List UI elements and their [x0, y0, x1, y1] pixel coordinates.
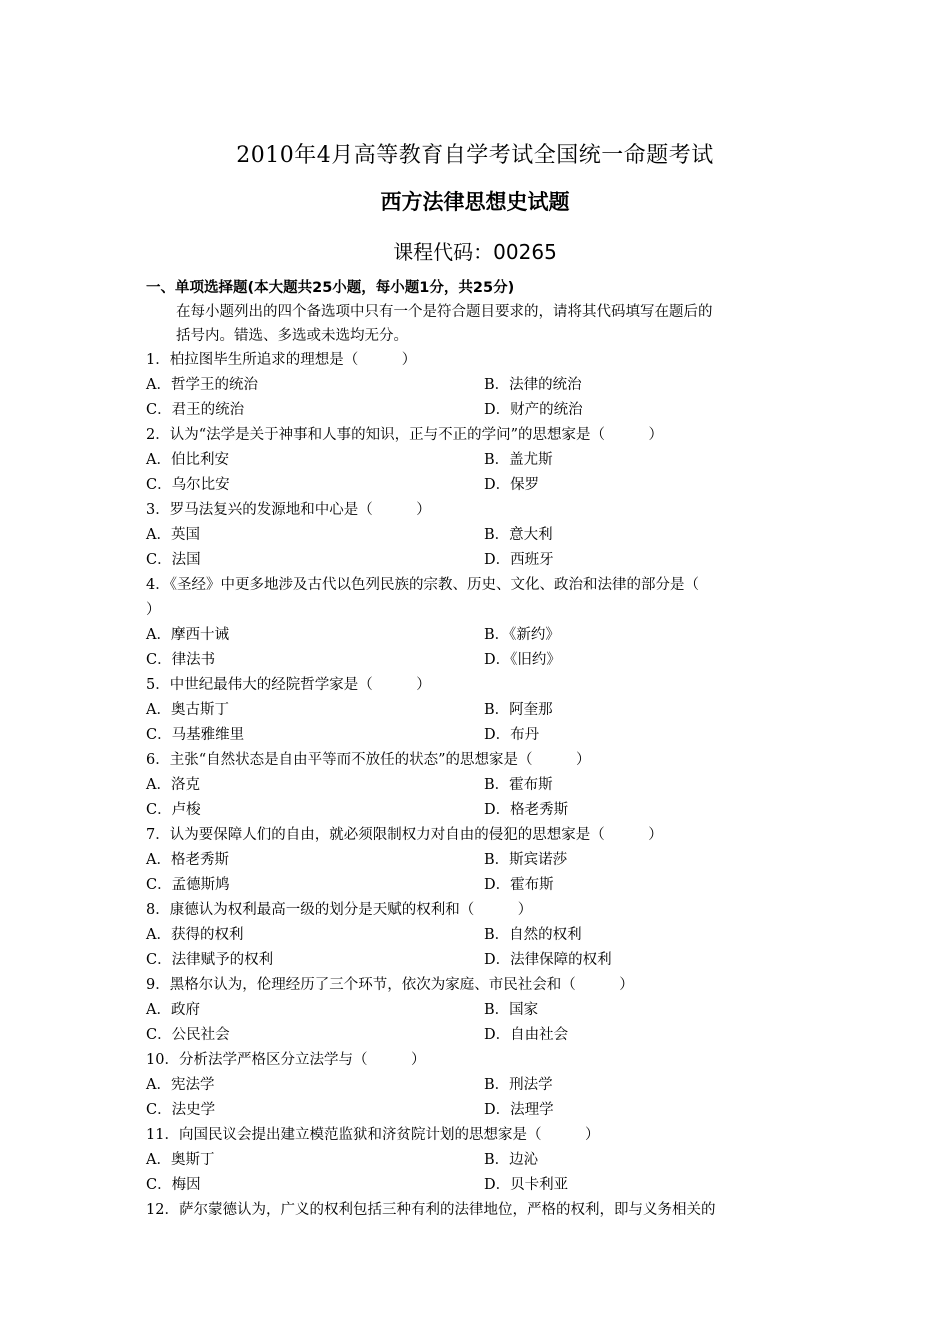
option-b: B．霍布斯: [484, 777, 553, 793]
section-instruction-1: 在每小题列出的四个备选项中只有一个是符合题目要求的，请将其代码填写在题后的: [176, 304, 713, 320]
option-c: C．法律赋予的权利: [146, 952, 274, 968]
section-heading: 一、单项选择题(本大题共25小题，每小题1分，共25分): [146, 280, 515, 296]
option-a: A．奥古斯丁: [146, 702, 229, 718]
option-c: C．卢梭: [146, 802, 201, 818]
option-a: A．获得的权利: [146, 927, 244, 943]
question-7: 7．认为要保障人们的自由，就必须限制权力对自由的侵犯的思想家是（ ）: [146, 827, 663, 843]
question-3: 3．罗马法复兴的发源地和中心是（ ）: [146, 502, 431, 518]
options-row: [146, 1098, 826, 1123]
option-a: A．英国: [146, 527, 200, 543]
option-d: D．格老秀斯: [484, 802, 569, 818]
question-list: [146, 348, 826, 1223]
option-c: C．律法书: [146, 652, 216, 668]
options-row: [146, 1173, 826, 1198]
options-row: [146, 998, 826, 1023]
option-c: C．乌尔比安: [146, 477, 230, 493]
option-d: D．法理学: [484, 1102, 554, 1118]
option-c: C．梅因: [146, 1177, 201, 1193]
options-row: [146, 723, 826, 748]
exam-title: 2010年4月高等教育自学考试全国统一命题考试: [236, 143, 714, 168]
question-10: 10．分析法学严格区分立法学与（ ）: [146, 1052, 426, 1068]
question-4: 4．《圣经》中更多地涉及古代以色列民族的宗教、历史、文化、政治和法律的部分是（: [146, 577, 699, 593]
course-code: 课程代码：00265: [393, 240, 557, 264]
option-b: B．国家: [484, 1002, 539, 1018]
option-a: A．哲学王的统治: [146, 377, 258, 393]
option-b: B．阿奎那: [484, 702, 553, 718]
option-b: B．斯宾诺莎: [484, 852, 568, 868]
options-row: [146, 448, 826, 473]
option-b: B．自然的权利: [484, 927, 582, 943]
option-d: D．自由社会: [484, 1027, 569, 1043]
options-row: [146, 623, 826, 648]
options-row: [146, 798, 826, 823]
option-b: B．法律的统治: [484, 377, 582, 393]
question-4-continuation: ）: [146, 602, 161, 618]
options-row: [146, 373, 826, 398]
section-instruction-2: 括号内。错选、多选或未选均无分。: [176, 328, 408, 344]
option-c: C．马基雅维里: [146, 727, 245, 743]
options-row: [146, 548, 826, 573]
option-c: C．君王的统治: [146, 402, 245, 418]
options-row: [146, 1148, 826, 1173]
option-b: B．边沁: [484, 1152, 539, 1168]
option-b: B．盖尤斯: [484, 452, 553, 468]
option-a: A．摩西十诫: [146, 627, 229, 643]
option-b: B．意大利: [484, 527, 553, 543]
option-a: A．政府: [146, 1002, 200, 1018]
options-row: [146, 1023, 826, 1048]
section-header: [146, 276, 826, 348]
option-c: C．法史学: [146, 1102, 216, 1118]
option-d: D．财产的统治: [484, 402, 583, 418]
option-d: D．布丹: [484, 727, 540, 743]
options-row: [146, 523, 826, 548]
option-a: A．洛克: [146, 777, 200, 793]
question-9: 9．黑格尔认为，伦理经历了三个环节，依次为家庭、市民社会和（ ）: [146, 977, 634, 993]
option-c: C．公民社会: [146, 1027, 230, 1043]
option-a: A．宪法学: [146, 1077, 215, 1093]
option-a: A．伯比利安: [146, 452, 229, 468]
option-d: D．《旧约》: [484, 652, 561, 668]
question-11: 11．向国民议会提出建立模范监狱和济贫院计划的思想家是（ ）: [146, 1127, 600, 1143]
option-a: A．奥斯丁: [146, 1152, 215, 1168]
options-row: [146, 948, 826, 973]
options-row: [146, 923, 826, 948]
option-b: B．刑法学: [484, 1077, 553, 1093]
option-a: A．格老秀斯: [146, 852, 229, 868]
option-d: D．法律保障的权利: [484, 952, 612, 968]
option-d: D．霍布斯: [484, 877, 554, 893]
options-row: [146, 698, 826, 723]
question-6: 6．主张“自然状态是自由平等而不放任的状态”的思想家是（ ）: [146, 752, 591, 768]
option-d: D．贝卡利亚: [484, 1177, 569, 1193]
option-c: C．孟德斯鸠: [146, 877, 230, 893]
options-row: [146, 473, 826, 498]
question-1: 1．柏拉图毕生所追求的理想是（ ）: [146, 352, 417, 368]
question-2: 2．认为“法学是关于神事和人事的知识，正与不正的学问”的思想家是（ ）: [146, 427, 664, 443]
options-row: [146, 648, 826, 673]
options-row: [146, 398, 826, 423]
question-8: 8．康德认为权利最高一级的划分是天赋的权利和（ ）: [146, 902, 533, 918]
option-d: D．保罗: [484, 477, 540, 493]
options-row: [146, 773, 826, 798]
options-row: [146, 873, 826, 898]
options-row: [146, 848, 826, 873]
option-c: C．法国: [146, 552, 201, 568]
options-row: [146, 1073, 826, 1098]
option-d: D．西班牙: [484, 552, 554, 568]
question-12: 12．萨尔蒙德认为，广义的权利包括三种有利的法律地位，严格的权利，即与义务相关的: [146, 1202, 716, 1218]
option-b: B．《新约》: [484, 627, 560, 643]
exam-subtitle: 西方法律思想史试题: [380, 190, 570, 214]
question-5: 5．中世纪最伟大的经院哲学家是（ ）: [146, 677, 431, 693]
